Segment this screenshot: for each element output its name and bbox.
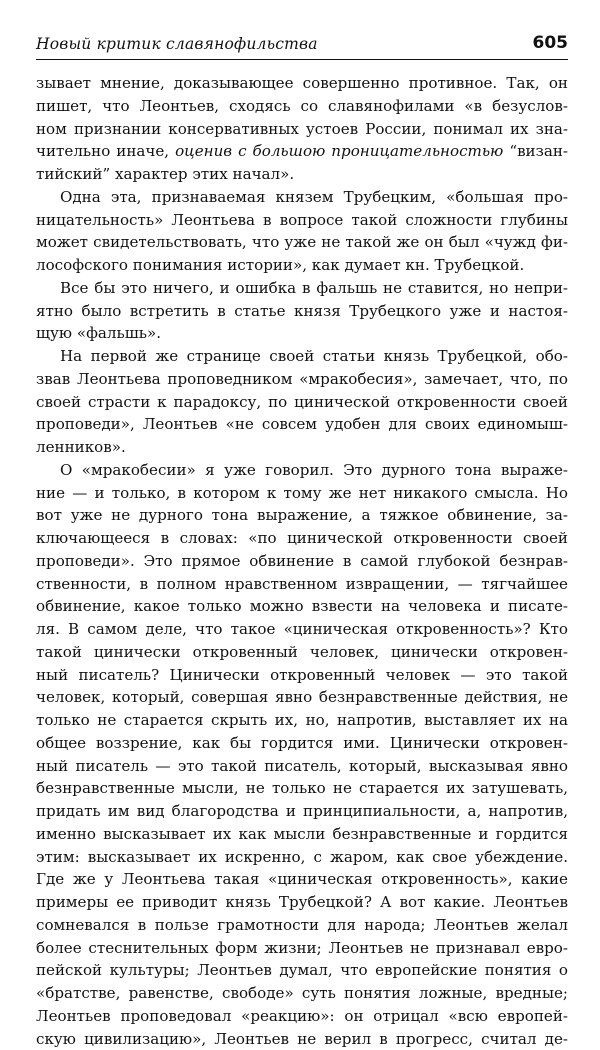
text-line: звав Леонтьева проповедником «мракобесия», замечает, что, по [36, 368, 568, 391]
text-line: Леонтьев проповедовал «реакцию»: он отрицал «всю европей- [36, 1005, 568, 1028]
text-line: примеры ее приводит князь Трубецкой? А вот какие. Леонтьев [36, 891, 568, 914]
text-line: вот уже не дурного тона выражение, а тяжкое обвинение, за- [36, 504, 568, 527]
text-line: Где же у Леонтьева такая «циническая откровенность», какие [36, 868, 568, 891]
text-line: именно высказывает их как мысли безнравственные и гордится [36, 823, 568, 846]
text-line: Одна эта, признаваемая князем Трубецким, «большая про- [36, 186, 568, 209]
text-line: человек, который, совершая явно безнравственные действия, не [36, 686, 568, 709]
text-line: такой цинически откровенный человек, цинически откровен- [36, 641, 568, 664]
text-line: безнравственные мысли, не только не старается их затушевать, [36, 777, 568, 800]
text-line: лософского понимания истории», как думает кн. Трубецкой. [36, 254, 568, 277]
text-line: ный писатель — это такой писатель, который, высказывая явно [36, 755, 568, 778]
text-line: общее воззрение, как бы гордится ими. Цинически откровен- [36, 732, 568, 755]
text-line: щую «фальшь». [36, 322, 568, 345]
text-segment: “визан- [503, 142, 568, 160]
text-line: этим: высказывает их искренно, с жаром, как свое убеждение. [36, 846, 568, 869]
running-head [36, 33, 568, 57]
text-line: придать им вид благородства и принципиальности, а, напротив, [36, 800, 568, 823]
text-line: проповеди», Леонтьев «не совсем удобен для своих единомыш- [36, 413, 568, 436]
page-number: 605 [533, 33, 569, 53]
text-line: своей страсти к парадоксу, по цинической откровенности своей [36, 391, 568, 414]
text-line: проповеди». Это прямое обвинение в самой глубокой безнрав- [36, 550, 568, 573]
body-text [36, 72, 568, 1050]
text-line: ние — и только, в котором к тому же нет никакого смысла. Но [36, 482, 568, 505]
text-line: скую цивилизацию», Леонтьев не верил в прогресс, считал де- [36, 1028, 568, 1050]
text-line: ятно было встретить в статье князя Трубецкого уже и настоя- [36, 300, 568, 323]
text-line: ля. В самом деле, что такое «циническая откровенность»? Кто [36, 618, 568, 641]
text-line: ленников». [36, 436, 568, 459]
text-line: пишет, что Леонтьев, сходясь со славянофилами «в безуслов- [36, 95, 568, 118]
text-line: ном признании консервативных устоев России, понимал их зна- [36, 118, 568, 141]
text-segment: чительно иначе, [36, 142, 175, 160]
text-line: более стеснительных форм жизни; Леонтьев не признавал евро- [36, 937, 568, 960]
text-line: На первой же странице своей статьи князь Трубецкой, обо- [36, 345, 568, 368]
text-line: ственности, в полном нравственном извращении, — тягчайшее [36, 573, 568, 596]
text-line: тийский” характер этих начал». [36, 163, 568, 186]
emphasis-segment: оценив с большою проницательностью [175, 142, 503, 160]
text-line: сомневался в пользе грамотности для народа; Леонтьев желал [36, 914, 568, 937]
text-line: только не старается скрыть их, но, напротив, выставляет их на [36, 709, 568, 732]
header-rule [36, 59, 568, 60]
text-line: ключающееся в словах: «по цинической откровенности своей [36, 527, 568, 550]
text-line: «братстве, равенстве, свободе» суть понятия ложные, вредные; [36, 982, 568, 1005]
text-line: ный писатель? Цинически откровенный человек — это такой [36, 664, 568, 687]
text-line: зывает мнение, доказывающее совершенно противное. Так, он [36, 72, 568, 95]
text-line: Все бы это ничего, и ошибка в фальшь не ставится, но непри- [36, 277, 568, 300]
text-line: обвинение, какое только можно взвести на человека и писате- [36, 595, 568, 618]
text-line: пейской культуры; Леонтьев думал, что европейские понятия о [36, 959, 568, 982]
text-line [36, 140, 568, 163]
text-line: ницательность» Леонтьева в вопросе такой сложности глубины [36, 209, 568, 232]
text-line: может свидетельствовать, что уже не такой же он был «чужд фи- [36, 231, 568, 254]
running-title: Новый критик славянофильства [36, 35, 318, 53]
text-line: О «мракобесии» я уже говорил. Это дурного тона выраже- [36, 459, 568, 482]
